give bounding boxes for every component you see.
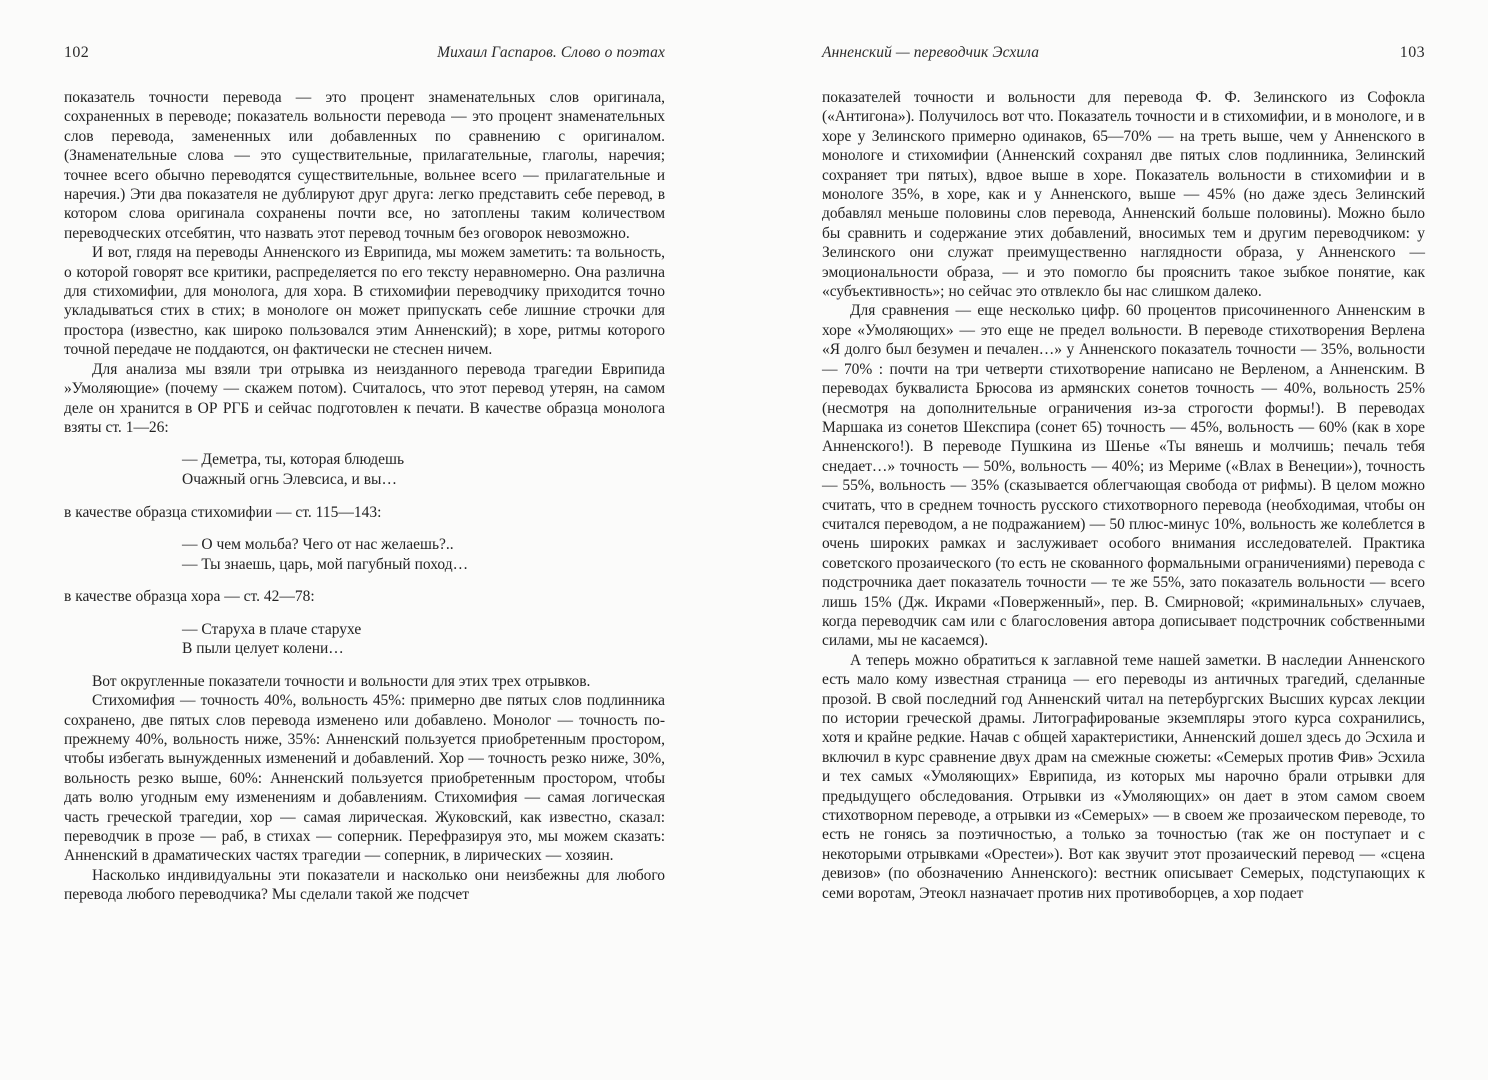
page-left-header bbox=[64, 44, 665, 62]
section-lead-line: в качестве образца стихомифии — ст. 115—143: bbox=[64, 503, 382, 521]
paragraph: А теперь можно обратиться к заглавной теме нашей заметки. В наследии Анненского есть мало кому известная страница — его переводы из античных трагедий, сделанные прозой. В свой последний год Анненский читал на петербургских Высших курсах лекции по истории греческой драмы. Литографированые экземпляры этого курса сохранились, хотя и крайне редкие. Начав с общей характеристики, Анненский дошел здесь до Эсхила и включил в курс сравнение двух драм на смежные сюжеты: «Семерых против Фив» Эсхила и тех самых «Умоляющих» Еврипида, из которых мы нарочно брали отрывки для предыдущего обследования. Отрывки из «Умоляющих» он дает в этом самом своем стихотворном переводе, а отрывки из «Семерых» — в своем же прозаическом переводе, то есть не гонясь за поэтичностью, а только за точностью (так же он поступает и с некоторыми отрывками «Орестеи»). Вот как звучит этот прозаический перевод — «сцена девизов» (по обозначению Анненского): вестник описывает Семерых, подступающих к семи воротам, Этеокл назначает против них противоборцев, а хор подает bbox=[822, 651, 1425, 902]
page-right bbox=[822, 0, 1425, 1080]
verse-quote bbox=[182, 535, 665, 574]
paragraph: показатель точности перевода — это процент знаменательных слов оригинала, сохраненных в переводе; показатель вольности перевода — это процент знаменательных слов перевода, замененных или добавленных по сравнению с оригиналом. (Знаменательные слова — это существительные, прилагательные, глаголы, наречия; точнее всего обычно переводятся существительные, вольнее всего — прилагательные и наречия.) Эти два показателя не дублируют друг друга: легко представить себе перевод, в котором слова оригинала сохранены почти все, но затоплены таким количеством переводческих отсебятин, что назвать этот перевод точным без оговорок невозможно. bbox=[64, 89, 665, 242]
verse-line: — Ты знаешь, царь, мой пагубный поход… bbox=[182, 555, 469, 573]
paragraph: Насколько индивидуальны эти показатели и насколько они неизбежны для любого перевода любого переводчика? Мы сделали такой же подсчет bbox=[64, 866, 665, 904]
page-right-body bbox=[822, 88, 1425, 903]
verse-line: — Деметра, ты, которая блюдешь bbox=[182, 451, 405, 469]
verse-line: — Старуха в плаче старухе bbox=[182, 620, 362, 638]
page-left bbox=[64, 0, 665, 1080]
paragraph: Стихомифия — точность 40%, вольность 45%: примерно две пятых слов подлинника сохранено, две пятых слов перевода изменено или добавлено. Монолог — точность по-прежнему 40%, вольность ниже, 35%: Анненский пользуется приобретенным простором, чтобы избегать вынужденных изменений и добавлений. Хор — точность резко ниже, 30%, вольность резко выше, 60%: Анненский пользуется приобретенным простором, чтобы дать волю угодным ему изменениям и добавлениям. Стихомифия — самая логическая часть греческой трагедии, хор — самая лирическая. Жуковский, как известно, сказал: переводчик в прозе — раб, в стихах — соперник. Перефразируя это, мы можем сказать: Анненский в драматических частях трагедии — соперник, в лирических — хозяин. bbox=[64, 692, 665, 865]
verse-quote bbox=[182, 450, 665, 489]
paragraph: Вот округленные показатели точности и вольности для этих трех отрывков. bbox=[92, 672, 591, 690]
section-lead-line: в качестве образца хора — ст. 42—78: bbox=[64, 588, 315, 606]
paragraph: Для сравнения — еще несколько цифр. 60 процентов присочиненного Анненским в хоре «Умоляющих» — это еще не предел вольности. В переводе стихотворения Верлена «Я долго был безумен и печален…» у Анненского показатель точности — 35%, вольности — 70% : почти на три четверти стихотворение написано не Верленом, а Анненским. В переводах буквалиста Брюсова из армянских сонетов точность — 40%, вольность 25% (несмотря на дополнительные ограничения из-за строгости формы!). В переводах Маршака из сонетов Шекспира (сонет 65) точность — 45%, вольность — 60% (как в хоре Анненского!). В переводе Пушкина из Шенье «Ты вянешь и молчишь; печаль тебя снедает…» точность — 50%, вольность — 40%; из Мериме («Влах в Венеции»), точность — 55%, вольность — 35% (сказывается облегчающая свобода от рифмы). В целом можно считать, что в среднем точность русского стихотворного перевода (необходимая, чтобы он считался переводом, а не подражанием) — 50 плюс-минус 10%, вольность же колеблется в очень широких рамках и заслуживает особого внимания исследователей. Практика советского прозаического (то есть не скованного формальными ограничениями) перевода с подстрочника дает показатель точности — те же 55%, зато показатель вольности — всего лишь 15% (Дж. Икрами «Поверженный», пер. В. Смирновой; «криминальных» случаев, когда переводчик сам или с благословения автора дописывает подстрочник собственными силами, мы не касаемся). bbox=[822, 302, 1425, 650]
running-header-left: Михаил Гаспаров. Слово о поэтах bbox=[437, 44, 665, 61]
page-number-right: 103 bbox=[1399, 44, 1425, 61]
paragraph: Для анализа мы взяли три отрывка из неизданного перевода трагедии Еврипида »Умоляющие» (почему — скажем потом). Считалось, что этот перевод утерян, на самом деле он хранится в ОР РГБ и сейчас подготовлен к печати. В качестве образца монолога взяты ст. 1—26: bbox=[64, 360, 665, 436]
paragraph: И вот, глядя на переводы Анненского из Еврипида, мы можем заметить: та вольность, о которой говорят все критики, распределяется по его тексту неравномерно. Она различна для стихомифии, для монолога, для хора. В стихомифии переводчику приходится точно укладываться стих в стих; в монологе он может припускать себе лишние строчки для простора (известно, как широко пользовался этим Анненский); в хоре, ритмы которого точной передаче не поддаются, он фактически не стеснен ничем. bbox=[64, 244, 665, 359]
verse-line: В пыли целует колени… bbox=[182, 640, 344, 658]
running-header-right: Анненский — переводчик Эсхила bbox=[822, 44, 1040, 61]
page-right-header bbox=[822, 44, 1425, 62]
page-left-body bbox=[64, 88, 665, 905]
verse-quote bbox=[182, 620, 665, 659]
verse-line: — О чем мольба? Чего от нас желаешь?.. bbox=[182, 535, 454, 553]
paragraph: показателей точности и вольности для перевода Ф. Ф. Зелинского из Софокла («Антигона»). Получилось вот что. Показатель точности и в стихомифии, и в монологе, и в хоре у Зелинского примерно одинаков, 65—70% — на треть выше, чем у Анненского в монологе и стихомифии (Анненский сохранял две пятых слов подлинника, Зелинский сохраняет три пятых), вдвое выше в хоре. Показатель вольности в стихомифии и в монологе 35%, в хоре, как и у Анненского, выше — 45% (но даже здесь Зелинский добавлял меньше половины слов перевода, Анненский больше половины). Можно было бы сравнить и содержание этих добавлений, вносимых тем и другим переводчиком: у Зелинского они служат преимущественно наглядности образа, у Анненского — эмоциональности образа, — и это помогло бы прояснить такое зыбкое понятие, как «субъективность»; но сейчас это отвлекло бы нас слишком далеко. bbox=[822, 89, 1425, 301]
verse-line: Очажный огнь Элевсиса, и вы… bbox=[182, 470, 397, 488]
page-number-left: 102 bbox=[64, 44, 90, 61]
